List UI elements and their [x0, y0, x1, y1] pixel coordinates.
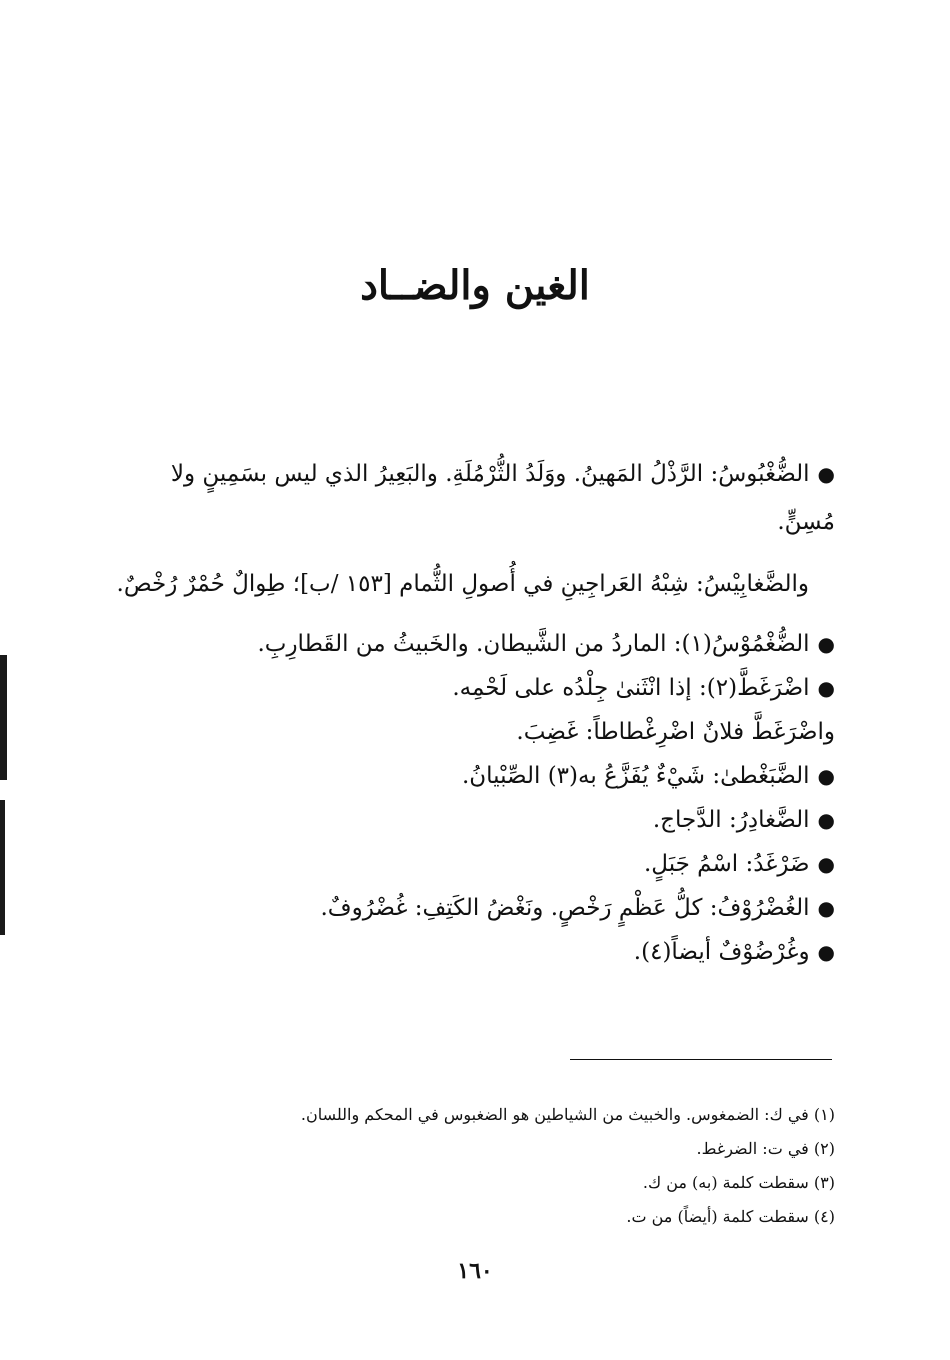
entry	[110, 666, 835, 710]
entry-text: اضْرَغَطَّ(٢): إذا انْثَنىٰ جِلْدُه على لَحْمِه.	[452, 675, 810, 701]
footnote: (٣) سقطت كلمة (به) من ك.	[642, 1173, 835, 1192]
footnotes	[200, 1098, 835, 1234]
bullet-icon: ●	[817, 808, 835, 832]
entry	[110, 450, 835, 546]
footnote-divider	[570, 1059, 832, 1060]
chapter-title: الغين والضــاد	[360, 262, 590, 309]
bullet-icon: ●	[817, 764, 835, 788]
scan-edge-shadow	[0, 655, 7, 780]
entry	[110, 930, 835, 974]
footnote: (١) في ك: الضمغوس. والخبيث من الشياطين هو الضغبوس في المحكم واللسان.	[300, 1105, 835, 1124]
footnote: (٤) سقطت كلمة (أيضاً) من ت.	[626, 1207, 835, 1226]
entry-text: الضَّبَغْطىٰ: شَيْءٌ يُفَزَّعُ به(٣) الصِّبْيانُ.	[461, 763, 810, 789]
bullet-icon: ●	[817, 940, 835, 964]
scan-edge-shadow	[0, 800, 5, 935]
entry-text: الضُّغْمُوْسُ(١): الماردُ من الشَّيطان. والخَبيثُ من القَطارِبِ.	[257, 631, 810, 657]
entry	[110, 842, 835, 886]
entry-text: الضُّغْبُوسُ: الرَّذْلُ المَهينُ. ووَلَدُ الثُّرْمُلَةِ. والبَعِيرُ الذي ليس بسَمِينٍ ولا مُسِنٍّ.	[170, 461, 835, 535]
bullet-icon: ●	[817, 462, 835, 486]
entry	[110, 886, 835, 930]
bullet-icon: ●	[817, 676, 835, 700]
entry-text: واضْرَغَطَّ فلانٌ اضْرِغْطاطاً: غَضِبَ.	[516, 719, 835, 745]
page-number: ١٦٠	[457, 1258, 493, 1284]
bullet-icon: ●	[817, 852, 835, 876]
entry-text: وغُرْضُوْفٌ أيضاً(٤).	[633, 939, 810, 965]
entry	[110, 622, 835, 666]
footnote: (٢) في ت: الضرغط.	[696, 1139, 835, 1158]
entry-text: الغُضْرُوْفُ: كلُّ عَظْمٍ رَخْصٍ. ونَغْضُ الكَتِفِ: غُضْرُوفٌ.	[320, 895, 810, 921]
entry-text: الضَّغادِرُ: الدَّجاج.	[652, 807, 810, 833]
bullet-icon: ●	[817, 896, 835, 920]
entry-text: ضَرْغَدُ: اسْمُ جَبَلٍ.	[643, 851, 810, 877]
entry	[110, 798, 835, 842]
bullet-icon: ●	[817, 632, 835, 656]
entry	[110, 560, 835, 608]
entry	[110, 754, 835, 798]
dictionary-entries	[110, 450, 835, 974]
entry	[110, 710, 835, 754]
entry-text: والضَّغابِيْسُ: شِبْهُ العَراجِينِ في أُصولِ الثُّمام [١٥٣ /ب]؛ طِوالٌ حُمْرٌ رُخْصٌ.	[116, 571, 809, 597]
